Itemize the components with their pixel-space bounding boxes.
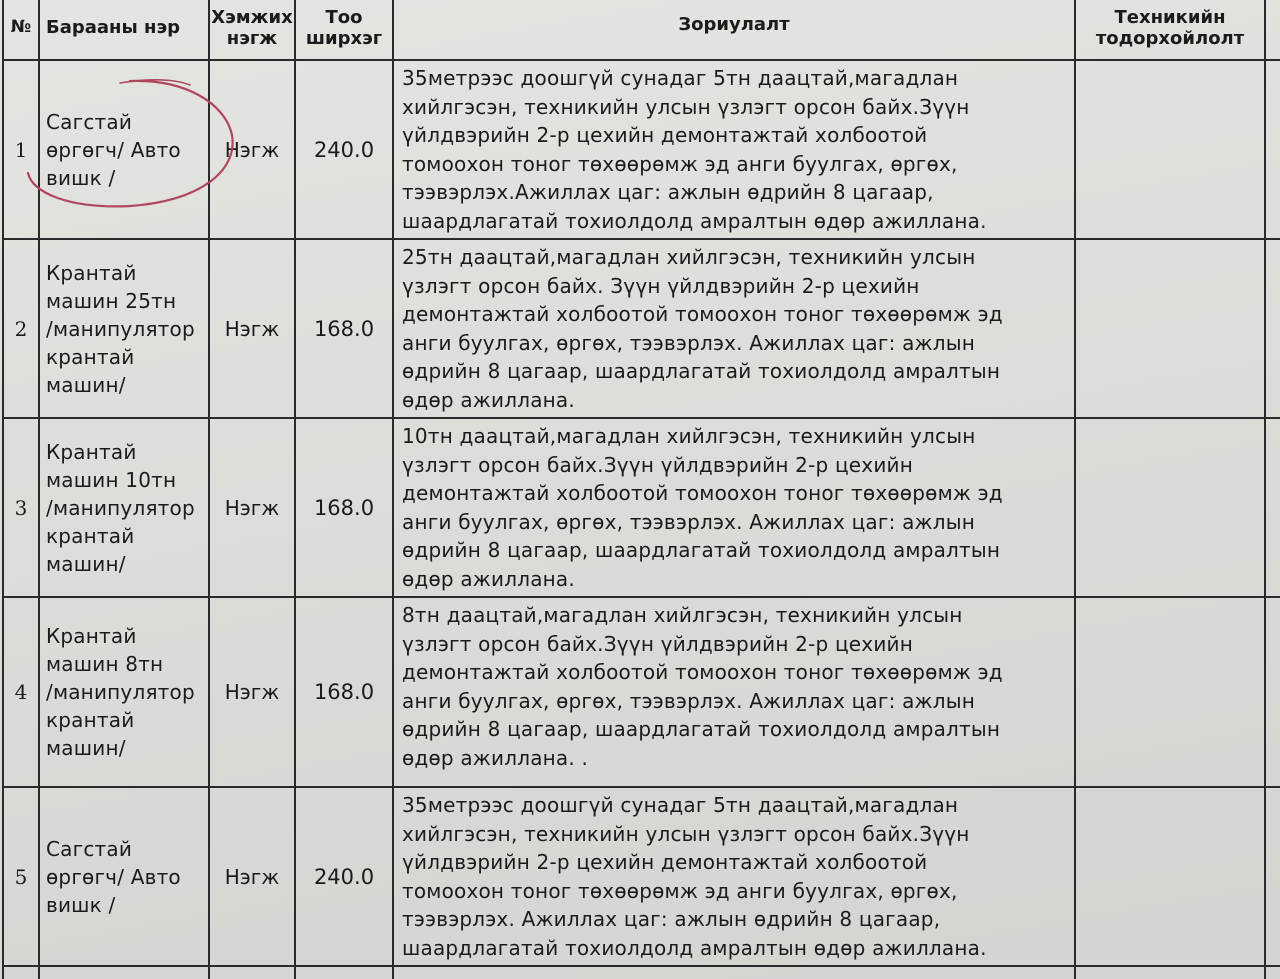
- purpose-line: өдрийн 8 цагаар, шаардлагатай тохиолдолд амралтын: [402, 359, 1001, 383]
- item-technical-spec: [1075, 60, 1265, 239]
- header-quantity-line1: Тоо: [325, 6, 363, 28]
- purpose-line: үзлэгт орсон байх. Зүүн үйлдвэрийн 2-р цехийн: [402, 273, 920, 298]
- purpose-line: өдөр ажиллана.: [402, 387, 575, 412]
- table-row: [3, 418, 1280, 597]
- item-quantity: 168.0: [295, 239, 393, 418]
- purpose-line: үзлэгт орсон байх.Зүүн үйлдвэрийн 2-р цехийн: [402, 631, 914, 656]
- item-unit: Нэгж: [209, 787, 295, 966]
- item-name-line: /манипулятор: [46, 495, 195, 520]
- table-row-partial: [3, 966, 1280, 979]
- item-name-line: машин/: [46, 736, 126, 760]
- item-quantity: [295, 966, 393, 979]
- item-purpose: [393, 239, 1075, 418]
- table-row: [3, 60, 1280, 239]
- item-unit: Нэгж: [209, 60, 295, 239]
- item-extra-cell: [1265, 787, 1280, 966]
- header-extra-column: [1265, 0, 1280, 60]
- purpose-line: демонтажтай холбоотой томоохон тоног төхөөрөмж эд: [402, 481, 1003, 505]
- table-row: [3, 787, 1280, 966]
- item-name: [39, 60, 209, 239]
- purpose-line: хийлгэсэн, техникийн улсын үзлэгт орсон байх.Зүүн: [402, 94, 970, 119]
- item-name: [39, 418, 209, 597]
- item-name-line: вишк /: [46, 165, 116, 190]
- purpose-line: үйлдвэрийн 2-р цехийн демонтажтай холбоотой: [402, 123, 928, 147]
- purpose-line: өдрийн 8 цагаар, шаардлагатай тохиолдолд амралтын: [402, 717, 1001, 741]
- purpose-line: 25тн даацтай,магадлан хийлгэсэн, техникийн улсын: [402, 245, 976, 269]
- item-extra-cell: [1265, 239, 1280, 418]
- item-technical-spec: [1075, 418, 1265, 597]
- pen-circle-start: [120, 80, 190, 85]
- item-name-line: вишк /: [46, 892, 116, 917]
- item-name-line: крантай: [46, 708, 135, 732]
- purpose-line: анги буулгах, өргөх, тээвэрлэх. Ажиллах цаг: ажлын: [402, 509, 976, 534]
- purpose-line: тээвэрлэх.Ажиллах цаг: ажлын өдрийн 8 цагаар,: [402, 180, 934, 204]
- purpose-line: шаардлагатай тохиолдолд амралтын өдөр ажиллана.: [402, 935, 987, 960]
- header-technical-spec: [1075, 0, 1265, 60]
- item-technical-spec: [1075, 966, 1265, 979]
- item-purpose: [393, 597, 1075, 787]
- purpose-line: хийлгэсэн, техникийн улсын үзлэгт орсон байх.Зүүн: [402, 821, 970, 846]
- item-name-line: /манипулятор: [46, 316, 195, 341]
- item-unit: Нэгж: [209, 418, 295, 597]
- item-unit: Нэгж: [209, 239, 295, 418]
- table-row: [3, 597, 1280, 787]
- item-name: [39, 597, 209, 787]
- row-number: 4: [3, 597, 39, 787]
- item-name: [39, 239, 209, 418]
- item-name-line: өргөгч/ Авто: [46, 137, 181, 162]
- purpose-line: өдөр ажиллана.: [402, 566, 575, 591]
- item-extra-cell: [1265, 966, 1280, 979]
- purpose-line: 8тн даацтай,магадлан хийлгэсэн, техникийн улсын: [402, 603, 963, 627]
- table-header-row: [3, 0, 1280, 60]
- item-name-line: Сагстай: [46, 109, 133, 134]
- item-extra-cell: [1265, 418, 1280, 597]
- purpose-line: демонтажтай холбоотой томоохон тоног төхөөрөмж эд: [402, 660, 1003, 684]
- purpose-line: 35метрээс доошгүй сунадаг 5тн даацтай,магадлан: [402, 793, 959, 817]
- row-number: 3: [3, 418, 39, 597]
- header-unit: [209, 0, 295, 60]
- purpose-line: анги буулгах, өргөх, тээвэрлэх. Ажиллах цаг: ажлын: [402, 688, 976, 713]
- item-name-line: машин/: [46, 551, 126, 576]
- item-extra-cell: [1265, 60, 1280, 239]
- header-number: №: [3, 0, 39, 60]
- item-name-line: /манипулятор: [46, 680, 195, 704]
- purpose-line: шаардлагатай тохиолдолд амралтын өдөр ажиллана.: [402, 208, 987, 233]
- header-quantity-line2: ширхэг: [305, 27, 383, 49]
- item-technical-spec: [1075, 597, 1265, 787]
- header-purpose: Зориулалт: [393, 0, 1075, 60]
- item-name-line: крантай: [46, 344, 135, 369]
- item-name: [39, 787, 209, 966]
- row-number: 5: [3, 787, 39, 966]
- item-unit: [209, 966, 295, 979]
- item-name-line: Крантай: [46, 624, 137, 648]
- item-purpose: [393, 787, 1075, 966]
- header-tech-line1: Техникийн: [1114, 7, 1226, 28]
- item-extra-cell: [1265, 597, 1280, 787]
- item-quantity: 168.0: [295, 597, 393, 787]
- item-name-line: Крантай: [46, 260, 137, 285]
- item-name-line: Сагстай: [46, 836, 133, 861]
- item-technical-spec: [1075, 787, 1265, 966]
- header-tech-line2: тодорхойлолт: [1095, 28, 1245, 49]
- item-name-line: машин 25тн: [46, 288, 177, 313]
- item-name-line: крантай: [46, 523, 135, 548]
- item-technical-spec: [1075, 239, 1265, 418]
- item-purpose: [393, 60, 1075, 239]
- header-unit-line1: Хэмжих: [211, 6, 293, 28]
- item-name-line: Крантай: [46, 439, 137, 464]
- purpose-line: демонтажтай холбоотой томоохон тоног төхөөрөмж эд: [402, 302, 1003, 326]
- purpose-line: анги буулгах, өргөх, тээвэрлэх. Ажиллах цаг: ажлын: [402, 330, 976, 355]
- header-item-name: Барааны нэр: [39, 0, 209, 60]
- purpose-line: өдрийн 8 цагаар, шаардлагатай тохиолдолд амралтын: [402, 538, 1001, 562]
- purpose-line: тээвэрлэх. Ажиллах цаг: ажлын өдрийн 8 цагаар,: [402, 907, 941, 931]
- item-name-line: машин 10тн: [46, 467, 177, 492]
- table-row: [3, 239, 1280, 418]
- purpose-line: өдөр ажиллана. .: [402, 745, 589, 770]
- purpose-line: 10тн даацтай,магадлан хийлгэсэн, техникийн улсын: [402, 424, 976, 448]
- item-purpose: [393, 966, 1075, 979]
- item-name: [39, 966, 209, 979]
- row-number: 1: [3, 60, 39, 239]
- purpose-line: томоохон тоног төхөөрөмж эд анги буулгах, өргөх,: [402, 151, 958, 176]
- purpose-line: 35метрээс доошгүй сунадаг 5тн даацтай,магадлан: [402, 66, 959, 90]
- row-number: [3, 966, 39, 979]
- goods-table: [2, 0, 1280, 979]
- item-quantity: 240.0: [295, 60, 393, 239]
- item-name-line: өргөгч/ Авто: [46, 864, 181, 889]
- purpose-line: томоохон тоног төхөөрөмж эд анги буулгах, өргөх,: [402, 878, 958, 903]
- purpose-line: үйлдвэрийн 2-р цехийн демонтажтай холбоотой: [402, 850, 928, 874]
- row-number: 2: [3, 239, 39, 418]
- item-purpose: [393, 418, 1075, 597]
- item-unit: Нэгж: [209, 597, 295, 787]
- header-quantity: [295, 0, 393, 60]
- purpose-line: үзлэгт орсон байх.Зүүн үйлдвэрийн 2-р цехийн: [402, 452, 914, 477]
- item-quantity: 168.0: [295, 418, 393, 597]
- header-unit-line2: нэгж: [226, 27, 278, 49]
- item-name-line: машин/: [46, 372, 126, 397]
- item-quantity: 240.0: [295, 787, 393, 966]
- item-name-line: машин 8тн: [46, 652, 164, 676]
